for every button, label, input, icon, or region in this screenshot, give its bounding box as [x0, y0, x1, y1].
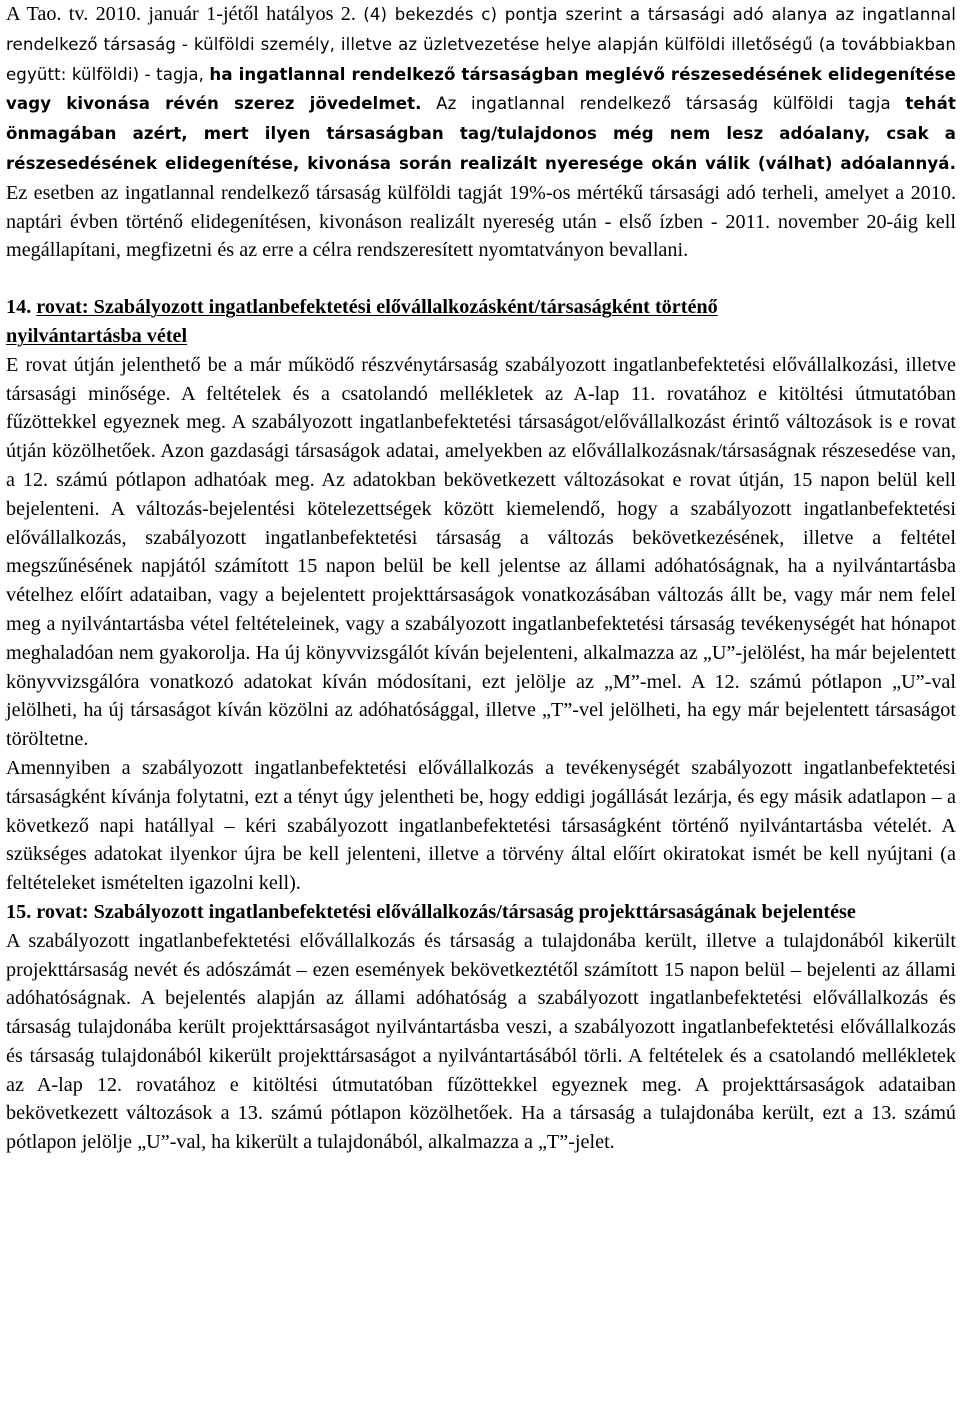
intro-emphasis-text: tehát önmagában azért, mert ilyen társaságban tag/tulajdonos még nem lesz adóalany, csak a részesedésének elidegenítése, kivonása során realizált nyeresége okán válik (válhat) adóalannyá. — [6, 94, 956, 173]
intro-tax-rate-text: Ez esetben az ingatlannal rendelkező társaság külföldi tagját 19%-os mértékű társasági adó terheli, amelyet a 2010. naptári évben történő elidegenítésen, kivonáson realizált nyereség után - első ízben - 2011. november 20-áig kell megállapítani, megfizetni és az erre a célra rendszeresített nyomtatványon bevallani. — [6, 181, 956, 262]
paragraph-spacer — [6, 265, 956, 293]
intro-condition-text: ha ingatlannal rendelkező társaságban meglévő részesedésének elidegenítése vagy kivonása révén szerez jövedelmet. — [6, 64, 956, 114]
section-14-heading — [6, 293, 956, 351]
intro-paragraph — [6, 0, 956, 265]
section-14-title-line1: rovat: Szabályozott ingatlanbefektetési elővállalkozásként/társaságként történő — [36, 296, 718, 319]
intro-subject-text: (4) bekezdés c) pontja szerint a társasági adó alanya az ingatlannal rendelkező társaság - külföldi személy, illetve az üzletvezetése helye alapján külföldi illetőségű (a továbbiakban együtt: külföldi) - tagja, — [6, 5, 956, 84]
intro-member-text: Az ingatlannal rendelkező társaság külföldi tagja — [421, 94, 906, 114]
section-14-number: 14. — [6, 296, 37, 319]
document-page — [6, 0, 956, 1157]
section-14-body-continued: Amennyiben a szabályozott ingatlanbefektetési elővállalkozás a tevékenységét szabályozott ingatlanbefektetési társaságként kívánja folytatni, ezt a tényt úgy jelentheti be, hogy eddigi jogállását lezárja, és egy másik adatlapon – a következő napi hatállyal – kéri szabályozott ingatlanbefektetési társaságként történő nyilvántartásba vételét. A szükséges adatokat ilyenkor újra be kell jelenteni, illetve a törvény által előírt okiratokat ismét be kell nyújtani (a feltételeket ismételten igazolni kell). — [6, 756, 956, 895]
intro-reference-text: A Tao. tv. 2010. január 1-jétől hatályos 2. — [6, 3, 364, 25]
section-15-body: A szabályozott ingatlanbefektetési elővállalkozás és társaság a tulajdonába került, illetve a tulajdonából kikerült projekttársaság nevét és adószámát – ezen események bekövetkeztétől számított 15 napon belül – bejelenti az állami adóhatóságnak. A bejelentés alapján az állami adóhatóság a szabályozott ingatlanbefektetési elővállalkozás és társaság tulajdonába került projekttársaságot nyilvántartásba veszi, a szabályozott ingatlanbefektetési elővállalkozás és társaság tulajdonából kikerült projekttársaságot a nyilvántartásából törli. A feltételek és a csatolandó mellékletek az A-lap 12. rovatához e kitöltési útmutatóban fűzöttekkel egyeznek meg. A projekttársaságok adataiban bekövetkezett változások a 13. számú pótlapon közölhetőek. Ha a társaság a tulajdonába került, ezt a 13. számú pótlapon jelölje „U”-val, ha kikerült a tulajdonából, alkalmazza a „T”-jelet. — [6, 929, 956, 1154]
section-15-heading: 15. rovat: Szabályozott ingatlanbefektetési elővállalkozás/társaság projekttársaságának bejelentése — [6, 900, 856, 923]
section-14-title-line2: nyilvántartásba vétel — [6, 324, 188, 347]
section-14-body: E rovat útján jelenthető be a már működő részvénytársaság szabályozott ingatlanbefektetési elővállalkozási, illetve társasági minősége. A feltételek és a csatolandó mellékletek az A-lap 11. rovatához e kitöltési útmutatóban fűzöttekkel egyeznek meg. A szabályozott ingatlanbefektetési társaságot/elővállalkozást érintő változások is e rovat útján közölhetőek. Azon gazdasági társaságok adatai, amelyekben az elővállalkozásnak/társaságnak részesedése van, a 12. számú pótlapon adhatóak meg. Az adatokban bekövetkezett változásokat e rovat útján, 15 napon belül kell bejelenteni. A változás-bejelentési kötelezettségek között kiemelendő, hogy a szabályozott ingatlanbefektetési elővállalkozás, szabályozott ingatlanbefektetési társaság a változás bekövetkezésének, illetve a feltétel megszűnésének napjától számított 15 napon belül be kell jelentse az állami adóhatóságnak, ha a nyilvántartásba vételhez előírt adataiban, vagy a bejelentett projekttársaságok vonatkozásában változás állt be, vagy már nem felel meg a nyilvántartásba vétel feltételeinek, vagy a szabályozott ingatlanbefektetési társaság tevékenységét hat hónapot meghaladóan nem gyakorolja. Ha új könyvvizsgálót kíván bejelenteni, alkalmazza az „U”-jelölést, ha már bejelentett könyvvizsgálóra vonatkozó adatokat kíván módosítani, ezt jelölje az „M”-mel. A 12. számú pótlapon „U”-val jelölheti, ha új társaságot kíván közölni az adóhatósággal, illetve „T”-vel jelölheti, ha egy már bejelentett társaságot töröltetne. — [6, 353, 956, 751]
